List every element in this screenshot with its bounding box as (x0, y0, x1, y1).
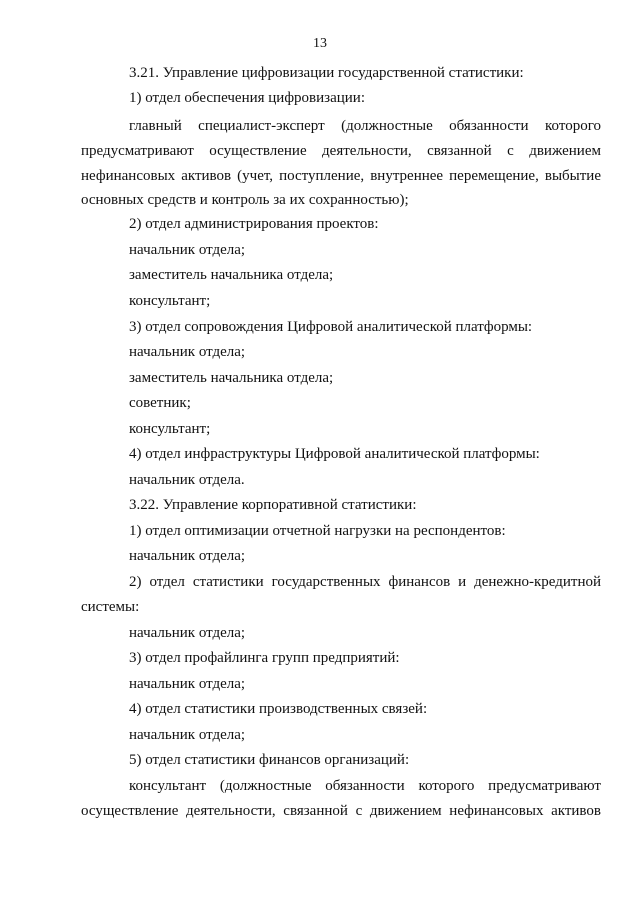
position-item: консультант; (129, 421, 211, 437)
paragraph-line: главный специалист-эксперт (должностные обязанности которого (129, 118, 601, 134)
page-number: 13 (313, 36, 327, 51)
department-heading: 5) отдел статистики финансов организаций: (129, 752, 410, 768)
position-item: советник; (129, 395, 191, 411)
position-item: начальник отдела; (129, 625, 246, 641)
position-item: начальник отдела. (129, 472, 245, 488)
paragraph-line: осуществление деятельности, связанной с движением нефинансовых активов (81, 803, 601, 819)
paragraph-line: консультант (должностные обязанности которого предусматривают (129, 778, 601, 794)
department-heading: 2) отдел статистики государственных финансов и денежно-кредитной (129, 574, 601, 590)
department-heading: 3) отдел профайлинга групп предприятий: (129, 650, 400, 666)
paragraph-line: нефинансовых активов (учет, поступление, внутреннее перемещение, выбытие (81, 168, 601, 184)
position-item: начальник отдела; (129, 548, 246, 564)
position-item: начальник отдела; (129, 727, 246, 743)
department-heading: 3) отдел сопровождения Цифровой аналитической платформы: (129, 319, 533, 335)
department-heading: 4) отдел статистики производственных связей: (129, 701, 428, 717)
department-heading: 2) отдел администрирования проектов: (129, 216, 379, 232)
department-heading: 1) отдел обеспечения цифровизации: (129, 90, 365, 106)
paragraph-line: предусматривают осуществление деятельности, связанной с движением (81, 143, 601, 159)
position-item: заместитель начальника отдела; (129, 370, 334, 386)
position-item: консультант; (129, 293, 211, 309)
position-item: начальник отдела; (129, 676, 246, 692)
position-item: заместитель начальника отдела; (129, 267, 334, 283)
paragraph-line: системы: (81, 599, 140, 615)
section-heading: 3.21. Управление цифровизации государственной статистики: (129, 65, 524, 81)
department-heading: 1) отдел оптимизации отчетной нагрузки на респондентов: (129, 523, 506, 539)
position-item: начальник отдела; (129, 242, 246, 258)
paragraph-line: основных средств и контроль за их сохранностью); (81, 192, 409, 208)
section-heading: 3.22. Управление корпоративной статистики: (129, 497, 417, 513)
position-item: начальник отдела; (129, 344, 246, 360)
department-heading: 4) отдел инфраструктуры Цифровой аналитической платформы: (129, 446, 540, 462)
